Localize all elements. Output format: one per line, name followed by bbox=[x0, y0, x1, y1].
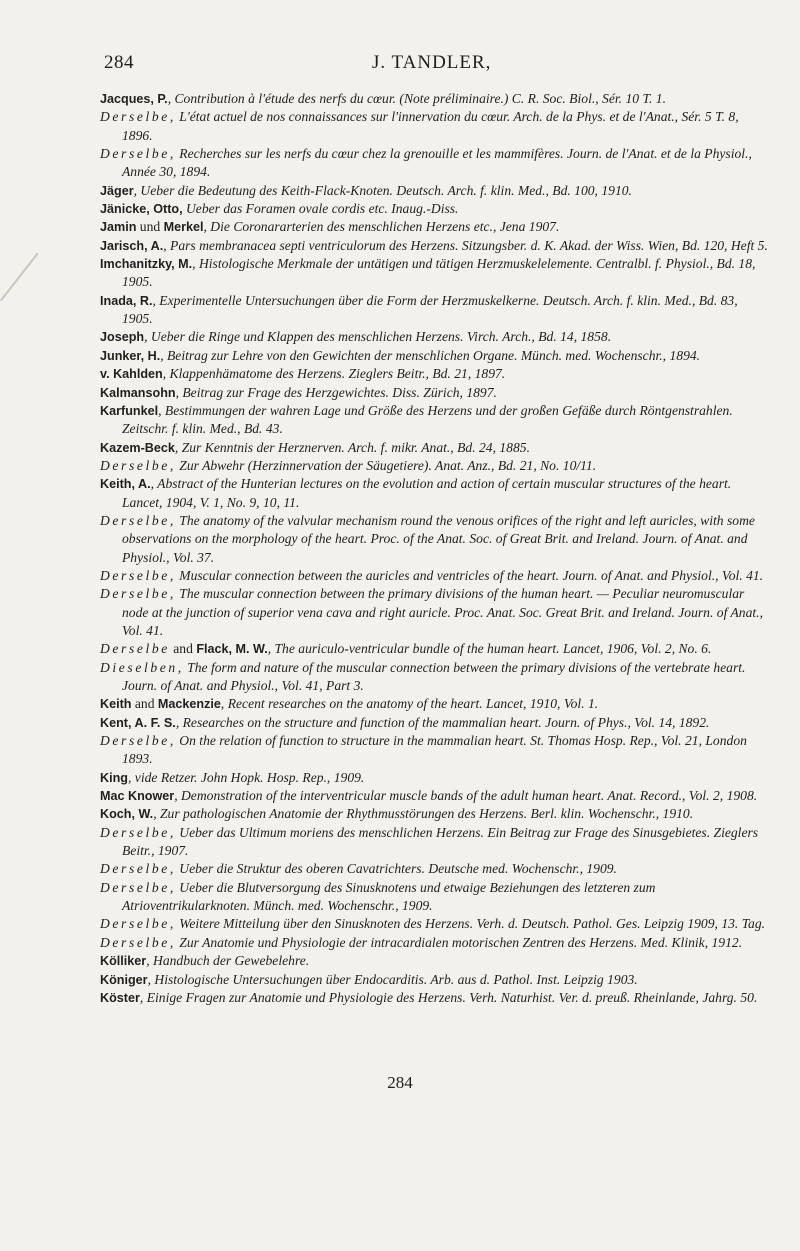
entry-ditto-author: Derselbe, bbox=[100, 733, 176, 749]
entry-citation: Recherches sur les nerfs du cœur chez la grenouille et les mammifères. Journ. de l'Anat. et de la Physiol., Année 30, 1894. bbox=[122, 146, 752, 180]
bibliography-entry bbox=[100, 384, 768, 402]
entry-author: Inada, R. bbox=[100, 293, 153, 308]
bibliography-entry bbox=[100, 585, 768, 640]
bibliography-entry bbox=[100, 787, 768, 805]
entry-citation: , Histologische Untersuchungen über Endocarditis. Arb. aus d. Pathol. Inst. Leipzig 1903. bbox=[147, 971, 638, 987]
bibliography-entry bbox=[100, 182, 768, 200]
bibliography-entry bbox=[100, 879, 768, 916]
entry-citation: Weitere Mitteilung über den Sinusknoten des Herzens. Verh. d. Deutsch. Pathol. Ges. Leipzig 1909, 13. Tag. bbox=[175, 916, 766, 932]
entry-ditto-author: Derselbe, bbox=[100, 824, 176, 840]
bibliography-entry bbox=[100, 402, 768, 439]
entry-citation: The muscular connection between the primary divisions of the human heart. — Peculiar neuromuscular node at the junction of superior vena cava and right auricle. Proc. Anat. Soc. Great Brit. and Ireland. Journ. of Anat., Vol. 41. bbox=[122, 586, 763, 638]
entry-ditto-author: Derselbe, bbox=[100, 934, 176, 950]
entry-citation: , Abstract of the Hunterian lectures on the evolution and action of certain muscular structures of the heart. Lancet, 1904, V. 1, No. 9, 10, 11. bbox=[122, 476, 732, 510]
entry-author: King bbox=[100, 770, 128, 785]
bibliography-list bbox=[100, 90, 768, 1007]
bibliography-entry bbox=[100, 475, 768, 512]
entry-author: Mac Knower bbox=[100, 789, 175, 804]
entry-citation: , Einige Fragen zur Anatomie und Physiologie des Herzens. Verh. Naturhist. Ver. d. preuß. Rheinlande, Jahrg. 50. bbox=[139, 989, 758, 1005]
entry-ditto-author: Derselbe, bbox=[100, 879, 176, 895]
entry-citation: Muscular connection between the auricles and ventricles of the heart. Journ. of Anat. and Physiol., Vol. 41. bbox=[175, 567, 764, 583]
entry-citation: , Die Coronararterien des menschlichen Herzens etc., Jena 1907. bbox=[203, 219, 560, 235]
entry-citation: , Recent researches on the anatomy of the heart. Lancet, 1910, Vol. 1. bbox=[220, 696, 599, 712]
entry-conjunction: and bbox=[169, 641, 197, 657]
bibliography-entry bbox=[100, 237, 768, 255]
entry-citation: The form and nature of the muscular connection between the primary divisions of the vertebrate heart. Journ. of Anat. and Physiol., Vol. 41, Part 3. bbox=[122, 659, 746, 693]
bibliography-entry bbox=[100, 439, 768, 457]
entry-author: Keith bbox=[100, 697, 132, 712]
bibliography-entry bbox=[100, 952, 768, 970]
entry-citation: , Experimentelle Untersuchungen über die Form der Herzmuskelkerne. Deutsch. Arch. f. klin. Med., Bd. 83, 1905. bbox=[122, 292, 738, 327]
bibliography-entry bbox=[100, 805, 768, 823]
entry-ditto-author: Derselbe, bbox=[100, 861, 176, 877]
page-header bbox=[104, 52, 760, 76]
entry-citation: , Klappenhämatome des Herzens. Zieglers Beitr., Bd. 21, 1897. bbox=[162, 366, 506, 382]
entry-ditto-author: Derselbe, bbox=[100, 109, 176, 125]
margin-pencil-mark bbox=[0, 253, 39, 302]
entry-citation: , Demonstration of the interventricular muscle bands of the adult human heart. Anat. Record., Vol. 2, 1908. bbox=[174, 788, 758, 804]
entry-citation: The anatomy of the valvular mechanism round the venous orifices of the right and left auricles, with some observations on the morphology of the heart. Proc. of the Anat. Soc. of Great Brit. and Ireland. Journ. of Anat. and Physiol., Vol. 37. bbox=[122, 512, 755, 565]
entry-citation: Ueber die Struktur des oberen Cavatrichters. Deutsche med. Wochenschr., 1909. bbox=[175, 861, 617, 877]
bibliography-entry bbox=[100, 769, 768, 787]
entry-citation: , Handbuch der Gewebelehre. bbox=[146, 953, 310, 969]
entry-author: Jacques, P. bbox=[100, 92, 168, 106]
entry-citation: Zur Abwehr (Herzinnervation der Säugetiere). Anat. Anz., Bd. 21, No. 10/11. bbox=[175, 457, 597, 473]
entry-citation: Ueber das Ultimum moriens des menschlichen Herzens. Ein Beitrag zur Frage des Sinusgebietes. Zieglers Beitr., 1907. bbox=[122, 824, 759, 859]
entry-author: v. Kahlden bbox=[100, 367, 163, 382]
entry-author: Köster bbox=[100, 990, 140, 1005]
bibliography-entry bbox=[100, 108, 768, 145]
entry-citation: , Contribution à l'étude des nerfs du cœur. (Note préliminaire.) C. R. Soc. Biol., Sér. 10 T. 1. bbox=[167, 91, 666, 106]
entry-ditto-author: Derselbe, bbox=[100, 146, 176, 162]
bibliography-entry bbox=[100, 145, 768, 182]
entry-citation: , Ueber die Ringe und Klappen des menschlichen Herzens. Virch. Arch., Bd. 14, 1858. bbox=[144, 329, 612, 345]
entry-citation: , Bestimmungen der wahren Lage und Größe des Herzens und der großen Gefäße durch Röntgenstrahlen. Zeitschr. f. klin. Med., Bd. 43. bbox=[122, 402, 733, 437]
entry-citation: Ueber das Foramen ovale cordis etc. Inaug.-Diss. bbox=[182, 201, 459, 217]
entry-citation: On the relation of function to structure in the mammalian heart. St. Thomas Hosp. Rep., Vol. 21, London 1893. bbox=[122, 733, 747, 767]
page-number: 284 bbox=[104, 52, 134, 73]
entry-author: Junker, H. bbox=[100, 348, 161, 363]
bibliography-entry bbox=[100, 659, 768, 696]
entry-citation: , Beitrag zur Lehre von den Gewichten der menschlichen Organe. Münch. med. Wochenschr., 1894. bbox=[160, 347, 701, 363]
entry-author: Joseph bbox=[100, 330, 145, 345]
entry-author: Karfunkel bbox=[100, 403, 159, 418]
entry-citation: , Beitrag zur Frage des Herzgewichtes. Diss. Zürich, 1897. bbox=[175, 384, 497, 400]
bibliography-entry bbox=[100, 824, 768, 861]
entry-author: Jamin bbox=[100, 220, 137, 235]
bibliography-entry bbox=[100, 347, 768, 365]
entry-ditto-author: Derselbe, bbox=[100, 916, 176, 932]
entry-coauthor: Flack, M. W. bbox=[196, 642, 268, 657]
entry-citation: L'état actuel de nos connaissances sur l'innervation du cœur. Arch. de la Phys. et de l'Anat., Sér. 5 T. 8, 1896. bbox=[122, 109, 739, 143]
entry-citation: , The auriculo-ventricular bundle of the human heart. Lancet, 1906, Vol. 2, No. 6. bbox=[267, 641, 712, 657]
bibliography-entry bbox=[100, 934, 768, 952]
entry-ditto-author: Derselbe, bbox=[100, 457, 176, 473]
bibliography-entry bbox=[100, 255, 768, 292]
bibliography-entry bbox=[100, 512, 768, 567]
entry-author: Jäger bbox=[100, 183, 134, 198]
bibliography-entry bbox=[100, 457, 768, 475]
entry-conjunction: and bbox=[131, 696, 158, 712]
entry-citation: , Zur Kenntnis der Herznerven. Arch. f. mikr. Anat., Bd. 24, 1885. bbox=[174, 439, 530, 455]
entry-citation: , vide Retzer. John Hopk. Hosp. Rep., 1909. bbox=[127, 769, 365, 785]
entry-coauthor: Mackenzie bbox=[157, 697, 221, 712]
bibliography-entry bbox=[100, 90, 768, 108]
bibliography-entry bbox=[100, 714, 768, 732]
entry-citation: , Histologische Merkmale der untätigen und tätigen Herzmuskelelemente. Centralbl. f. Physiol., Bd. 18, 1905. bbox=[122, 256, 756, 290]
entry-citation: , Ueber die Bedeutung des Keith-Flack-Knoten. Deutsch. Arch. f. klin. Med., Bd. 100, 1910. bbox=[133, 182, 632, 198]
entry-citation: Ueber die Blutversorgung des Sinusknotens und etwaige Beziehungen des letzteren zum Atrioventrikularknoten. Münch. med. Wochenschr., 1909. bbox=[122, 879, 656, 914]
entry-citation: , Pars membranacea septi ventriculorum des Herzens. Sitzungsber. d. K. Akad. der Wiss. Wien, Bd. 120, Heft 5. bbox=[163, 237, 768, 253]
entry-author: Kölliker bbox=[100, 954, 147, 969]
entry-citation: , Researches on the structure and function of the mammalian heart. Journ. of Phys., Vol. 14, 1892. bbox=[175, 714, 710, 730]
bibliography-entry bbox=[100, 640, 768, 658]
entry-author: Koch, W. bbox=[100, 807, 154, 822]
bibliography-entry bbox=[100, 989, 768, 1007]
entry-author: Kent, A. F. S. bbox=[100, 715, 176, 730]
entry-ditto-author: Dieselben, bbox=[100, 659, 184, 675]
bibliography-entry bbox=[100, 200, 768, 218]
entry-citation: Zur Anatomie und Physiologie der intracardialen motorischen Zentren des Herzens. Med. Klinik, 1912. bbox=[175, 934, 743, 950]
entry-coauthor: Merkel bbox=[163, 220, 204, 235]
entry-author: Kazem-Beck bbox=[100, 440, 175, 455]
bibliography-entry bbox=[100, 567, 768, 585]
entry-author: Keith, A. bbox=[100, 477, 151, 492]
bibliography-entry bbox=[100, 971, 768, 989]
entry-author: Jarisch, A. bbox=[100, 238, 164, 253]
bibliography-entry bbox=[100, 218, 768, 236]
entry-conjunction: und bbox=[136, 219, 164, 235]
entry-ditto-author: Derselbe, bbox=[100, 567, 176, 583]
entry-ditto-author: Derselbe, bbox=[100, 512, 176, 528]
entry-author: Königer bbox=[100, 972, 148, 987]
bibliography-entry bbox=[100, 915, 768, 933]
footer-page-number: 284 bbox=[387, 1073, 413, 1092]
entry-author: Imchanitzky, M. bbox=[100, 257, 193, 272]
entry-author: Kalmansohn bbox=[100, 385, 176, 400]
bibliography-entry bbox=[100, 860, 768, 878]
bibliography-entry bbox=[100, 732, 768, 769]
entry-author: Jänicke, Otto, bbox=[100, 202, 183, 217]
entry-citation: , Zur pathologischen Anatomie der Rhythmusstörungen des Herzens. Berl. klin. Wochenschr., 1910. bbox=[153, 806, 694, 822]
entry-ditto-author: Derselbe, bbox=[100, 586, 176, 602]
bibliography-entry bbox=[100, 328, 768, 346]
bibliography-entry bbox=[100, 695, 768, 713]
bibliography-entry bbox=[100, 365, 768, 383]
running-head: J. TANDLER, bbox=[372, 52, 492, 73]
bibliography-entry bbox=[100, 292, 768, 329]
entry-ditto-author: Derselbe bbox=[100, 641, 170, 657]
